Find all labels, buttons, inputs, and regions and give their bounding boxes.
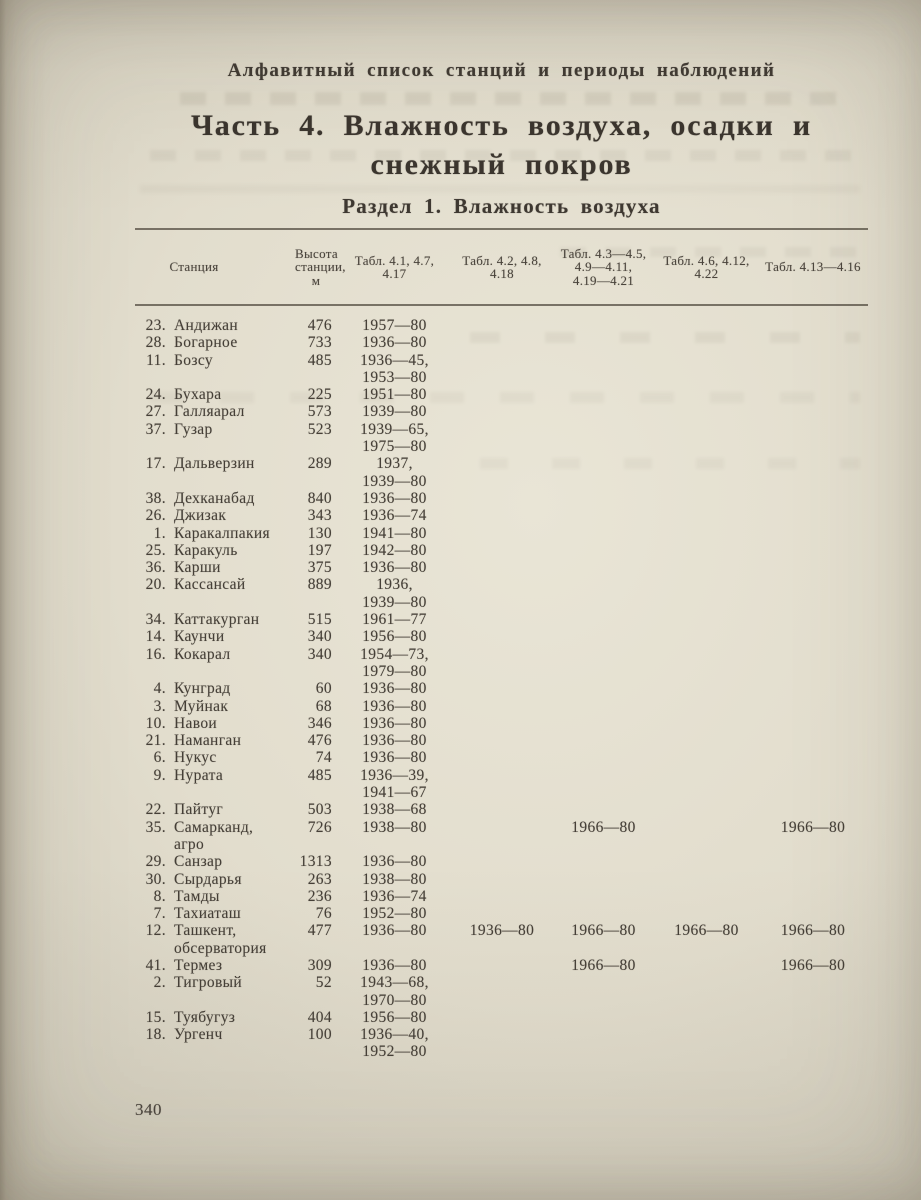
table-row [135, 525, 868, 542]
table-row [135, 905, 868, 922]
station-number: 38. [145, 489, 166, 507]
station-name: Кокарал [174, 645, 231, 663]
station-name: Сырдарья [174, 870, 242, 888]
station-number: 8. [153, 887, 166, 905]
table-row [135, 974, 868, 1009]
column-header-tables-4: Табл. 4.6, 4.12, 4.22 [663, 252, 750, 281]
station-height: 225 [307, 386, 332, 404]
period-tables-1: 1936—80 [362, 697, 427, 715]
period-tables-1: 1936—80 [362, 922, 427, 940]
station-number: 37. [145, 420, 166, 438]
period-tables-1: 1938—68 [362, 801, 427, 819]
station-number: 35. [145, 818, 166, 836]
station-name: Андижан [174, 317, 239, 334]
station-name: Наманган [174, 732, 242, 750]
running-head: Алфавитный список станций и периоды наблюдений [227, 60, 776, 81]
period-tables-1: 1938—80 [362, 818, 427, 836]
station-height: 74 [315, 749, 332, 767]
period-tables-1: 1936—80 [362, 680, 427, 698]
table-row [135, 957, 868, 974]
table-row [135, 871, 868, 888]
station-number: 7. [153, 905, 166, 923]
station-height: 289 [307, 455, 332, 473]
period-tables-1: 1939—65, 1975—80 [360, 420, 429, 456]
station-number: 1. [153, 524, 166, 542]
station-height: 840 [307, 489, 332, 507]
table-row [135, 853, 868, 870]
station-number: 27. [145, 403, 166, 421]
station-height: 130 [307, 524, 332, 542]
part-title [135, 106, 868, 184]
station-height: 236 [307, 887, 332, 905]
table-row [135, 801, 868, 818]
page-number: 340 [135, 1100, 162, 1119]
station-height: 340 [307, 628, 332, 646]
station-name: Каунчи [174, 628, 225, 646]
station-height: 346 [307, 714, 332, 732]
station-height: 1313 [299, 853, 332, 871]
station-number: 22. [145, 801, 166, 819]
station-number: 25. [145, 541, 166, 559]
part-title-line2: снежный покров [370, 148, 633, 181]
period-tables-1: 1937, 1939—80 [362, 455, 427, 490]
table-row [135, 352, 868, 387]
table-row [135, 386, 868, 403]
period-tables-1: 1938—80 [362, 870, 427, 888]
station-name: Дальверзин [174, 455, 255, 473]
table-body [135, 317, 868, 1061]
station-height: 485 [307, 351, 332, 369]
table-row [135, 715, 868, 732]
period-tables-1: 1936—45, 1953—80 [360, 351, 429, 386]
station-number: 34. [145, 611, 166, 629]
period-tables-1: 1936—40, 1952—80 [360, 1026, 429, 1061]
station-name: Навои [174, 714, 218, 732]
station-name: Нурата [174, 766, 224, 784]
station-number: 6. [153, 749, 166, 767]
column-header-tables-3: Табл. 4.3—4.5, 4.9—4.11, 4.19—4.21 [560, 245, 647, 288]
station-number: 4. [153, 680, 166, 698]
section-title: Раздел 1. Влажность воздуха [342, 194, 661, 218]
station-number: 30. [145, 870, 166, 888]
station-name: Галляарал [174, 403, 245, 421]
table-row [135, 646, 868, 681]
station-height: 733 [307, 334, 332, 352]
table-row [135, 611, 868, 628]
station-name: Карши [174, 559, 221, 577]
period-tables-1: 1936—80 [362, 853, 427, 871]
station-number: 28. [145, 334, 166, 352]
period-tables-3: 1966—80 [571, 818, 636, 836]
station-name: Пайтуг [174, 801, 224, 819]
table-row [135, 317, 868, 334]
station-name: Муйнак [174, 697, 229, 715]
table-row [135, 559, 868, 576]
period-tables-2: 1936—80 [469, 922, 535, 940]
station-name: Дехканабад [174, 489, 255, 507]
period-tables-1: 1961—77 [362, 611, 427, 629]
station-name: Гузар [174, 420, 213, 438]
table-row [135, 421, 868, 456]
bleedthrough-ghost-rule [140, 185, 860, 193]
station-name: Нукус [174, 749, 217, 767]
station-number: 29. [145, 853, 166, 871]
station-number: 16. [145, 645, 166, 663]
column-header-tables-5: Табл. 4.13—4.16 [765, 259, 861, 275]
station-number: 10. [145, 714, 166, 732]
station-height: 197 [307, 541, 332, 559]
table-row [135, 576, 868, 611]
station-height: 76 [315, 905, 332, 923]
table-row [135, 698, 868, 715]
period-tables-1: 1952—80 [362, 905, 427, 923]
station-height: 476 [307, 317, 332, 334]
period-tables-1: 1943—68, 1970—80 [360, 974, 429, 1009]
station-height: 523 [307, 420, 332, 438]
station-name: Каракалпакия [174, 524, 271, 542]
station-height: 515 [307, 611, 332, 629]
station-height: 726 [307, 818, 332, 836]
period-tables-1: 1954—73, 1979—80 [360, 645, 429, 680]
station-name: Бухара [174, 386, 222, 404]
station-number: 24. [145, 386, 166, 404]
table-row [135, 819, 868, 854]
station-name: Термез [174, 956, 223, 974]
station-name: Кунград [174, 680, 231, 698]
station-name: Каттакурган [174, 611, 260, 629]
station-name: Тигровый [174, 974, 243, 992]
table-row [135, 334, 868, 351]
station-number: 11. [146, 351, 166, 369]
station-height: 573 [307, 403, 332, 421]
station-height: 375 [307, 559, 332, 577]
station-name: Джизак [174, 507, 227, 525]
table-row [135, 1009, 868, 1026]
station-number: 9. [153, 766, 166, 784]
period-tables-1: 1936—80 [362, 334, 427, 352]
table-row [135, 403, 868, 420]
bleedthrough-ghost-text [180, 92, 850, 105]
period-tables-1: 1956—80 [362, 1008, 427, 1026]
period-tables-1: 1936—80 [362, 749, 427, 767]
period-tables-1: 1941—80 [362, 524, 427, 542]
table-row [135, 1026, 868, 1061]
column-header-tables-2: Табл. 4.2, 4.8, 4.18 [462, 252, 542, 281]
station-name: Тахиаташ [174, 905, 242, 923]
table-row [135, 542, 868, 559]
station-number: 41. [145, 956, 166, 974]
station-height: 343 [307, 507, 332, 525]
station-height: 404 [307, 1008, 332, 1026]
station-height: 889 [307, 576, 332, 594]
table-row [135, 628, 868, 645]
station-name: Ургенч [174, 1026, 223, 1044]
station-number: 2. [153, 974, 166, 992]
period-tables-1: 1939—80 [362, 403, 427, 421]
station-number: 20. [145, 576, 166, 594]
station-number: 26. [145, 507, 166, 525]
station-name: Туябугуз [174, 1008, 236, 1026]
period-tables-1: 1936—74 [362, 887, 427, 905]
table-row [135, 680, 868, 697]
table-row [135, 490, 868, 507]
table-row [135, 888, 868, 905]
station-height: 100 [307, 1026, 332, 1044]
table-row [135, 732, 868, 749]
station-name: Кассансай [174, 576, 246, 594]
station-name: Санзар [174, 853, 223, 871]
station-height: 68 [315, 697, 332, 715]
station-number: 18. [145, 1026, 166, 1044]
period-tables-1: 1936—74 [362, 507, 427, 525]
station-name: Бозсу [174, 351, 213, 369]
period-tables-1: 1936—80 [362, 732, 427, 750]
period-tables-1: 1956—80 [362, 628, 427, 646]
period-tables-5: 1966—80 [780, 818, 846, 836]
period-tables-1: 1936—80 [362, 559, 427, 577]
station-number: 12. [145, 922, 166, 940]
period-tables-1: 1942—80 [362, 541, 427, 559]
station-height: 485 [307, 766, 332, 784]
period-tables-1: 1951—80 [362, 386, 427, 404]
period-tables-4: 1966—80 [674, 922, 739, 940]
table-row [135, 767, 868, 802]
table-row [135, 922, 868, 957]
period-tables-5: 1966—80 [780, 956, 846, 974]
station-number: 21. [145, 732, 166, 750]
station-name: Ташкент, обсерватория [174, 922, 267, 957]
station-height: 503 [307, 801, 332, 819]
station-name: Богарное [174, 334, 238, 352]
station-height: 309 [307, 956, 332, 974]
period-tables-3: 1966—80 [571, 956, 636, 974]
station-name: Тамды [174, 887, 220, 905]
period-tables-3: 1966—80 [571, 922, 636, 940]
table-row [135, 749, 868, 766]
period-tables-1: 1957—80 [362, 317, 427, 334]
station-height: 477 [307, 922, 332, 940]
table-row [135, 455, 868, 490]
table-row [135, 507, 868, 524]
station-height: 52 [315, 974, 332, 992]
station-number: 14. [145, 628, 166, 646]
station-number: 36. [145, 559, 166, 577]
station-name: Каракуль [174, 541, 238, 559]
period-tables-1: 1936—80 [362, 714, 427, 732]
station-height: 263 [307, 870, 332, 888]
table-header [135, 228, 868, 306]
column-header-station: Станция [169, 259, 219, 275]
station-height: 60 [315, 680, 332, 698]
period-tables-1: 1936—80 [362, 489, 427, 507]
station-number: 15. [145, 1008, 166, 1026]
station-number: 23. [145, 317, 166, 334]
station-height: 340 [307, 645, 332, 663]
station-height: 476 [307, 732, 332, 750]
part-title-line1: Часть 4. Влажность воздуха, осадки и [190, 109, 813, 142]
station-number: 3. [153, 697, 166, 715]
period-tables-1: 1936—39, 1941—67 [360, 766, 429, 802]
station-name: Самарканд, агро [174, 818, 254, 853]
period-tables-1: 1936—80 [362, 956, 427, 974]
period-tables-1: 1936, 1939—80 [362, 576, 427, 611]
period-tables-5: 1966—80 [780, 922, 846, 940]
column-header-tables-1: Табл. 4.1, 4.7, 4.17 [354, 252, 435, 281]
station-number: 17. [145, 455, 166, 473]
column-header-height: Высота станции, м [295, 245, 346, 288]
